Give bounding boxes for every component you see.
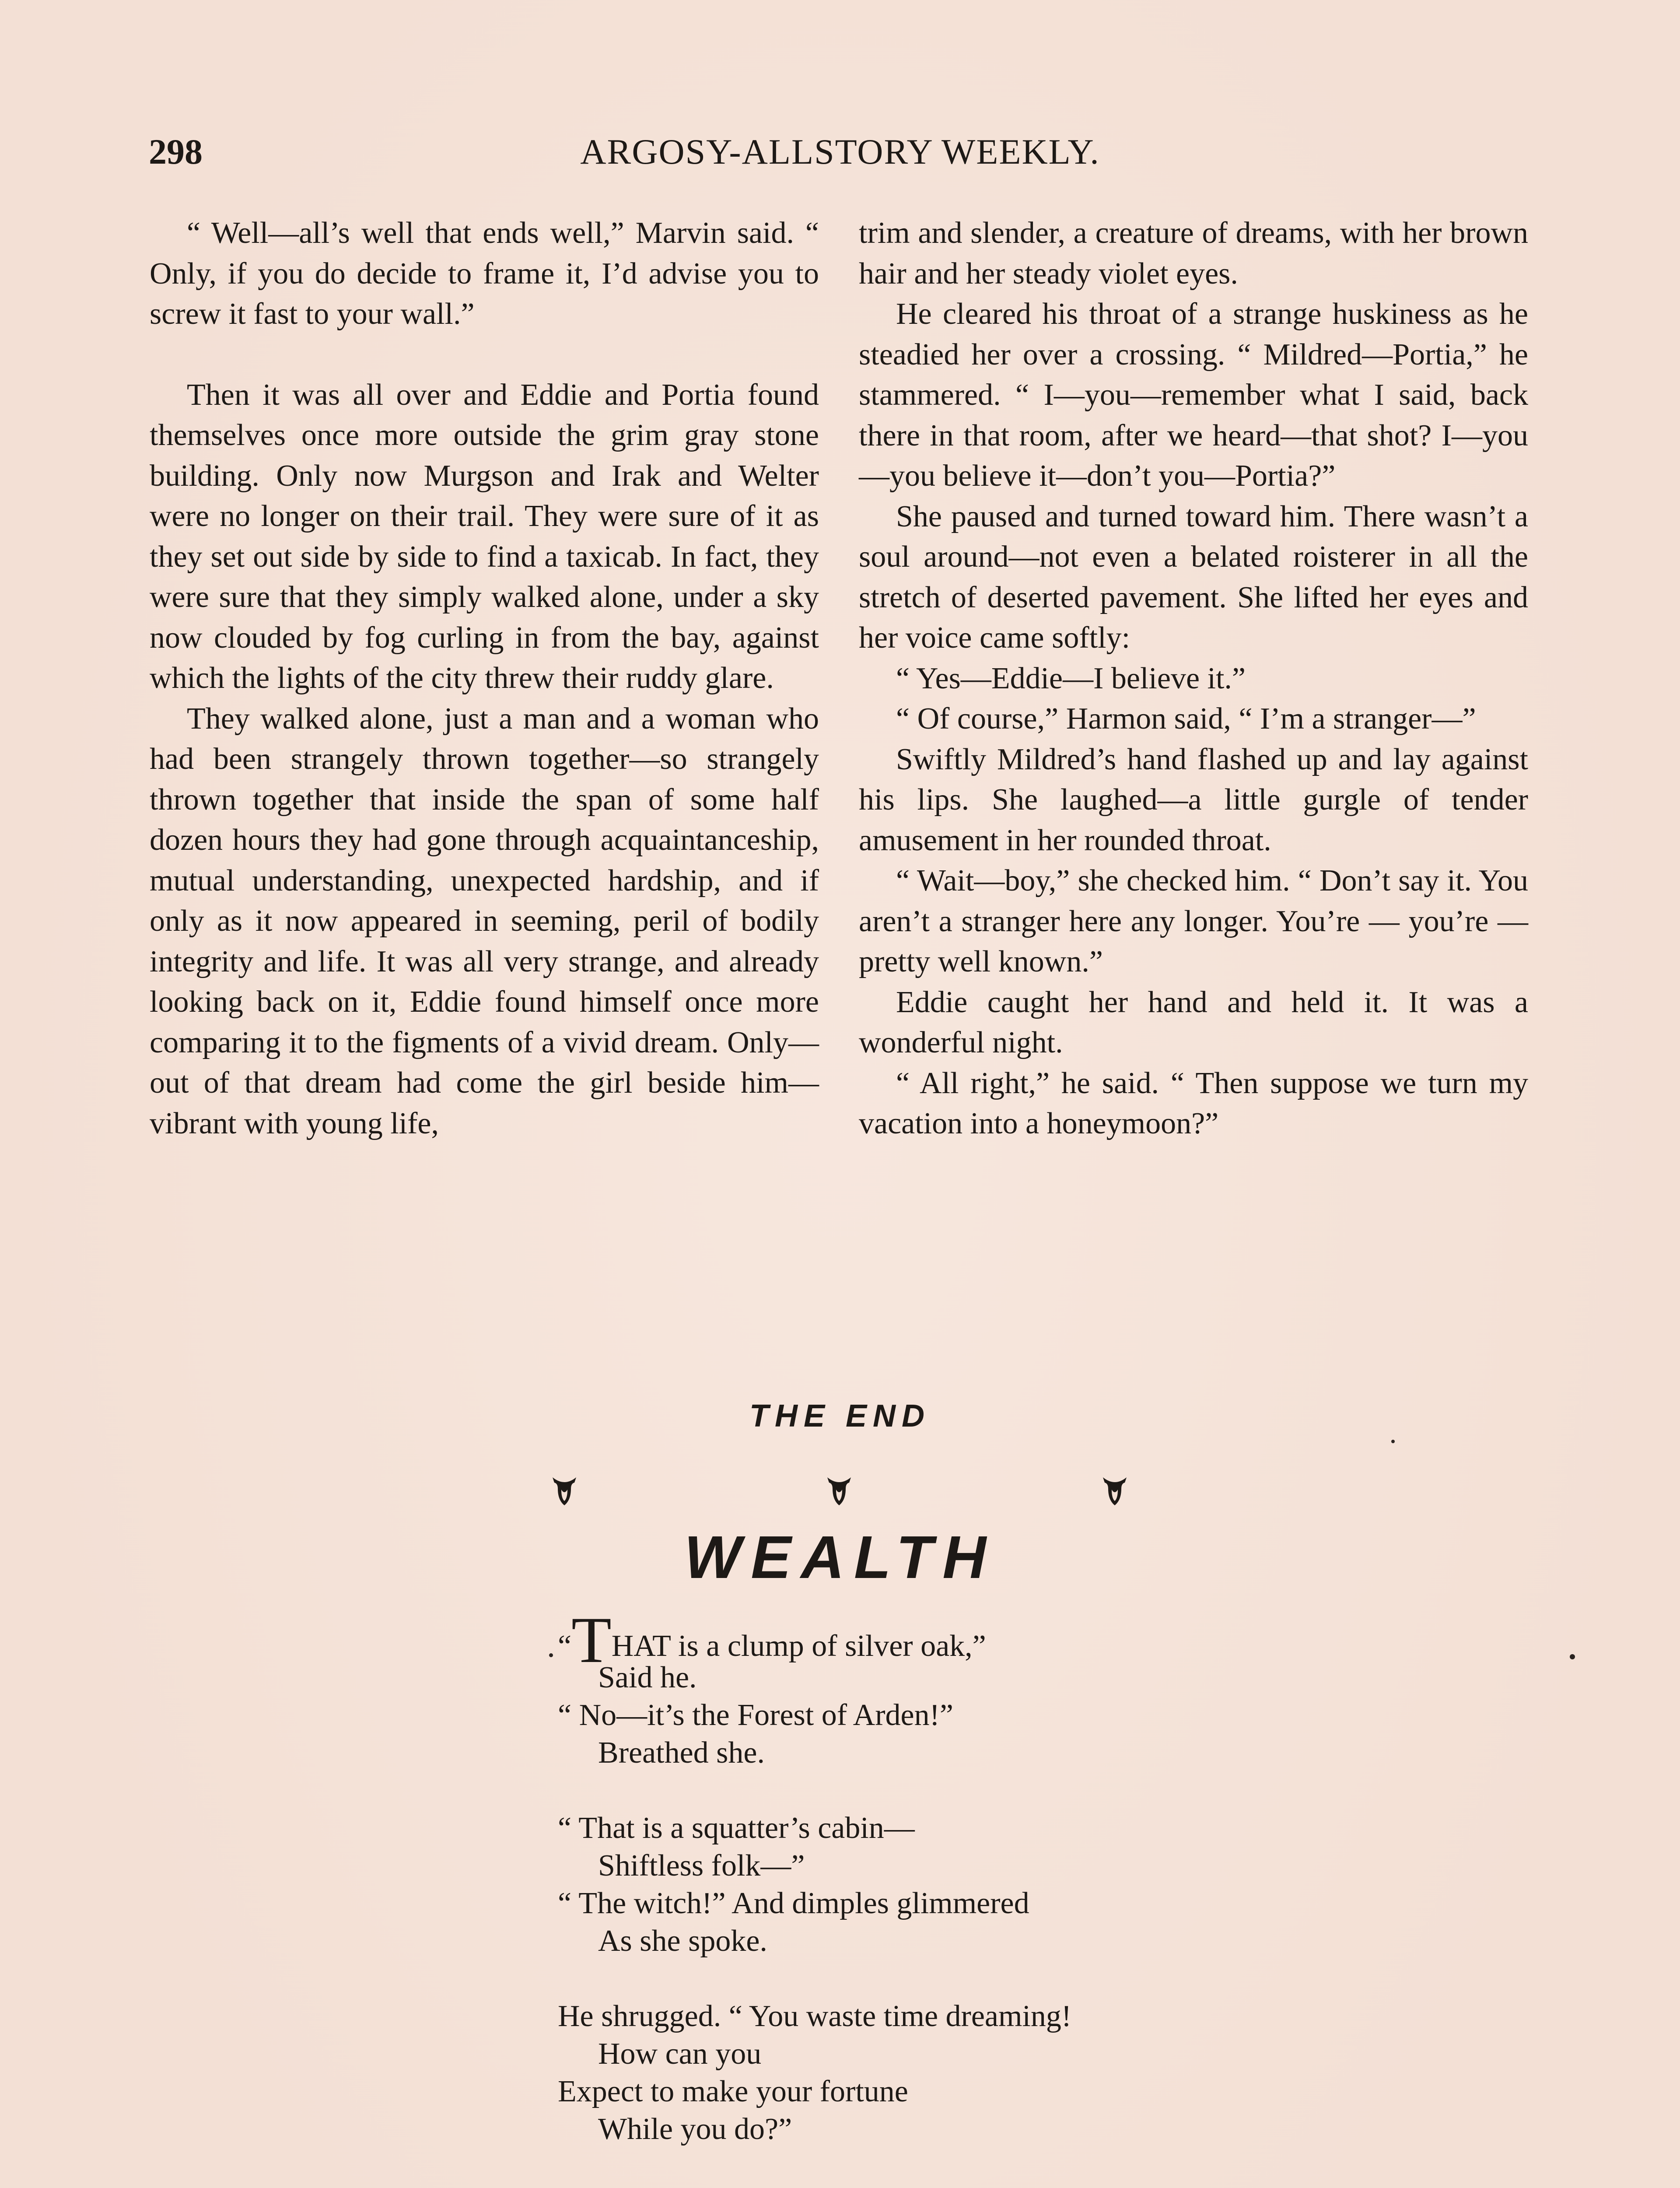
page-header [149,131,1531,184]
paragraph: He cleared his throat of a strange huskiness as he steadied her over a crossing. “ Mildred—Portia,” he stammered. “ I—you—remember what I said, back there in that room, after we heard—that shot? I—you—you believe it—don’t you—Portia?” [859,297,1528,493]
paragraph: She paused and turned toward him. There wasn’t a soul around—not even a belated roisterer in all the stretch of deserted pavement. She lifted her eyes and her voice came softly: [859,499,1528,655]
poem-line [558,1604,1302,1676]
drop-cap: T [571,1604,612,1676]
ornament-divider [549,1474,1131,1513]
poem-line: “ The witch!” And dimples glimmered [558,1886,1029,1920]
paragraph: “ Well—all’s well that ends well,” Marvin said. “ Only, if you do decide to frame it, I’d advise you to screw it fast to your wall.” [150,216,819,331]
print-speck [549,1653,553,1657]
poem-line [558,2186,1302,2188]
page-number: 298 [149,132,203,172]
the-end-heading: THE END [749,1399,931,1434]
paragraph: “ Of course,” Harmon said, “ I’m a stranger—” [896,702,1476,736]
poem-line: As she spoke. [598,1924,767,1958]
poem-first-line: HAT is a clump of silver oak,” [611,1629,986,1663]
poem-line: “ No—it’s the Forest of Arden!” [558,1698,953,1732]
paragraph: “ Wait—boy,” she checked him. “ Don’t say it. You aren’t a stranger here any longer. You’re — you’re — pretty well known.” [859,864,1528,978]
paragraph: Eddie caught her hand and held it. It was a wonderful night. [859,985,1528,1059]
fleuron-icon [1099,1474,1130,1509]
running-title: ARGOSY-ALLSTORY WEEKLY. [580,132,1100,172]
stanza-break [558,1960,1302,1998]
poem-line: He shrugged. “ You waste time dreaming! [558,1999,1072,2033]
stanza-break [558,1772,1302,1809]
paragraph: Swiftly Mildred’s hand flashed up and lay against his lips. She laughed—a little gurgle of tender amusement in her rounded throat. [859,742,1528,857]
paragraph: “ All right,” he said. “ Then suppose we turn my vacation into a honeymoon?” [859,1066,1528,1140]
paragraph: trim and slender, a creature of dreams, with her brown hair and her steady violet eyes. [859,216,1528,291]
left-column [150,213,819,1144]
paragraph: Then it was all over and Eddie and Portia found themselves once more outside the grim gray stone building. Only now Murgson and Irak and Welter were no longer on their trail. They were sure of it as they set out side by side to find a taxicab. In fact, they were sure that they simply walked alone, under a sky now clouded by fog curling in from the bay, against which the lights of the city threw their ruddy glare. [150,378,819,695]
right-column [859,213,1528,1144]
poem-title: WEALTH [684,1524,996,1591]
poem-line: While you do?” [598,2112,792,2146]
poem-line: How can you [598,2037,762,2071]
paragraph: “ Yes—Eddie—I believe it.” [896,661,1246,695]
print-speck [1570,1654,1575,1659]
fleuron-icon [824,1474,854,1509]
poem-line: Expect to make your fortune [558,2075,908,2108]
poem-line: Shiftless folk—” [598,1849,805,1883]
poem-line: Breathed she. [598,1736,765,1770]
print-speck [1391,1440,1395,1443]
paragraph: They walked alone, just a man and a woman who had been strangely thrown together—so strangely thrown together that inside the span of some half dozen hours they had gone through acquaintanceship, mutual understanding, unexpected hardship, and if only as it now appeared in seeming, peril of bodily integrity and life. It was all very strange, and already looking back on it, Eddie found himself once more comparing it to the figments of a vivid dream. Only—out of that dream had come the girl beside him—vibrant with young life, [150,701,819,1140]
poem-line: Said he. [598,1661,697,1694]
poem-line: “ That is a squatter’s cabin— [558,1811,915,1845]
poem-open-quote: “ [558,1629,572,1663]
fleuron-icon [549,1474,580,1509]
poem [558,1604,1302,2188]
stanza-break [558,2148,1302,2186]
